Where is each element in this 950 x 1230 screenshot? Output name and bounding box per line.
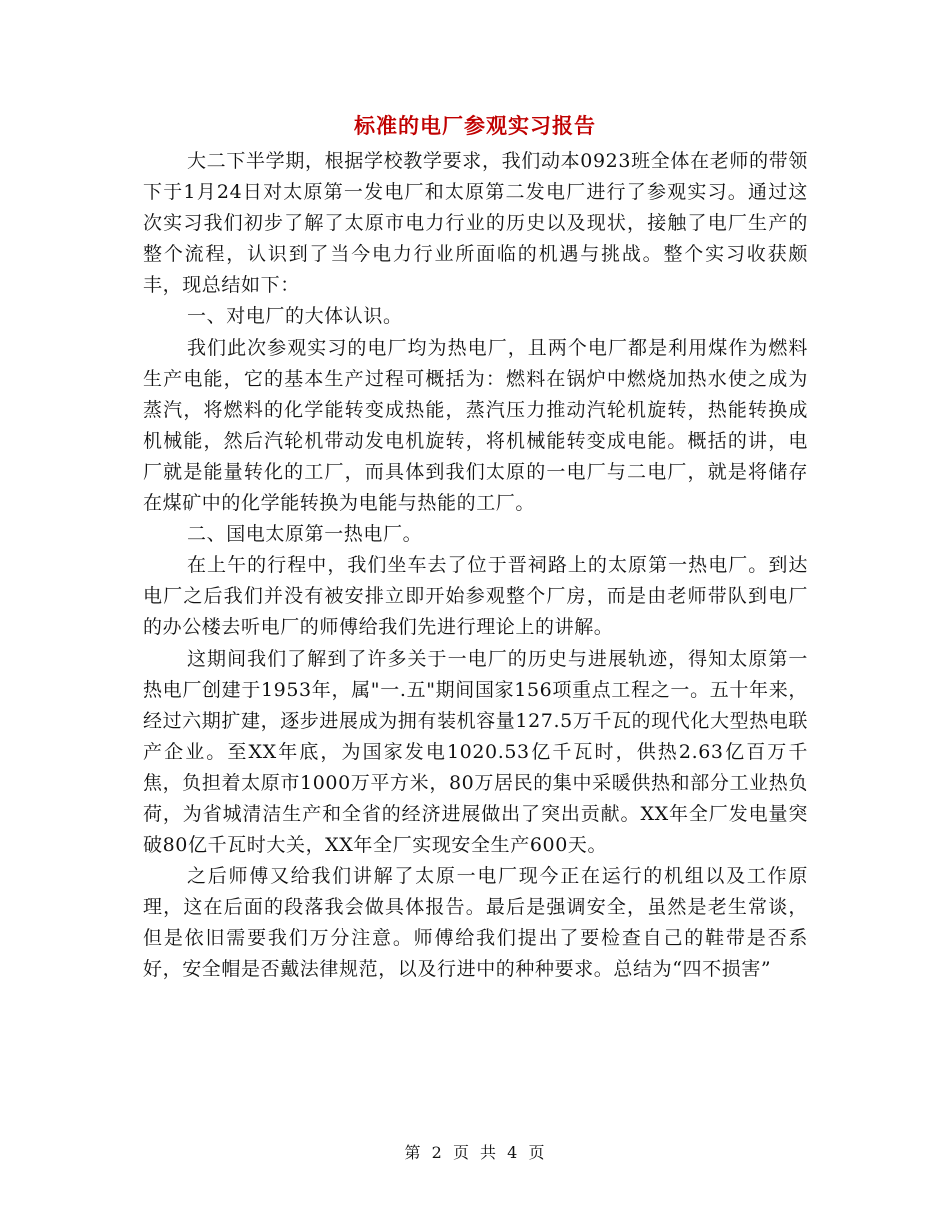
paragraph-morning-trip: 在上午的行程中，我们坐车去了位于晋祠路上的太原第一热电厂。到达电厂之后我们并没有被安排立即开始参观整个厂房，而是由老师带队到电厂的办公楼去听电厂的师傅给我们先进行理论上的讲解。 bbox=[143, 554, 808, 639]
footer-total-pages: 4 bbox=[507, 1143, 519, 1162]
footer-page-prefix: 第 bbox=[404, 1143, 422, 1162]
paragraph-plant-history: 这期间我们了解到了许多关于一电厂的历史与进展轨迹，得知太原第一热电厂创建于1953年，属"一.五"期间国家156项重点工程之一。五十年来，经过六期扩建，逐步进展成为拥有装机容量127.5万千瓦的现代化大型热电联产企业。至XX年底，为国家发电1020.53亿千瓦时，供热2.63亿百万千焦，负担着太原市1000万平方米，80万居民的集中采暖供热和部分工业热负荷，为省城清洁生产和全省的经济进展做出了突出贡献。XX年全厂发电量突破80亿千瓦时大关，XX年全厂实现安全生产600天。 bbox=[143, 647, 808, 857]
footer-page-word: 页 bbox=[452, 1143, 470, 1162]
footer-current-page: 2 bbox=[431, 1143, 443, 1162]
paragraph-overview: 我们此次参观实习的电厂均为热电厂，且两个电厂都是利用煤作为燃料生产电能，它的基本生产过程可概括为：燃料在锅炉中燃烧加热水使之成为蒸汽，将燃料的化学能转变成热能，蒸汽压力推动汽轮机旋转，热能转换成机械能，然后汽轮机带动发电机旋转，将机械能转变成电能。概括的讲，电厂就是能量转化的工厂，而具体到我们太原的一电厂与二电厂，就是将储存在煤矿中的化学能转换为电能与热能的工厂。 bbox=[143, 336, 808, 515]
section-heading-overview: 一、对电厂的大体认识。 bbox=[187, 305, 403, 328]
footer-total-prefix: 共 bbox=[480, 1143, 498, 1162]
paragraph-intro: 大二下半学期，根据学校教学要求，我们动本0923班全体在老师的带领下于1月24日对太原第一发电厂和太原第二发电厂进行了参观实习。通过这次实习我们初步了解了太原市电力行业的历史以及现状，接触了电厂生产的整个流程，认识到了当今电力行业所面临的机遇与挑战。整个实习收获颇丰，现总结如下： bbox=[143, 150, 808, 297]
section-heading-plant-one: 二、国电太原第一热电厂。 bbox=[187, 523, 423, 546]
document-body bbox=[143, 146, 808, 986]
page-title: 标准的电厂参观实习报告 bbox=[354, 113, 596, 138]
footer-total-suffix: 页 bbox=[528, 1143, 546, 1162]
page-footer bbox=[0, 1142, 950, 1164]
paragraph-safety: 之后师傅又给我们讲解了太原一电厂现今正在运行的机组以及工作原理，这在后面的段落我会做具体报告。最后是强调安全，虽然是老生常谈，但是依旧需要我们万分注意。师傅给我们提出了要检查自己的鞋带是否系好，安全帽是否戴法律规范，以及行进中的种种要求。总结为“四不损害” bbox=[143, 865, 808, 981]
